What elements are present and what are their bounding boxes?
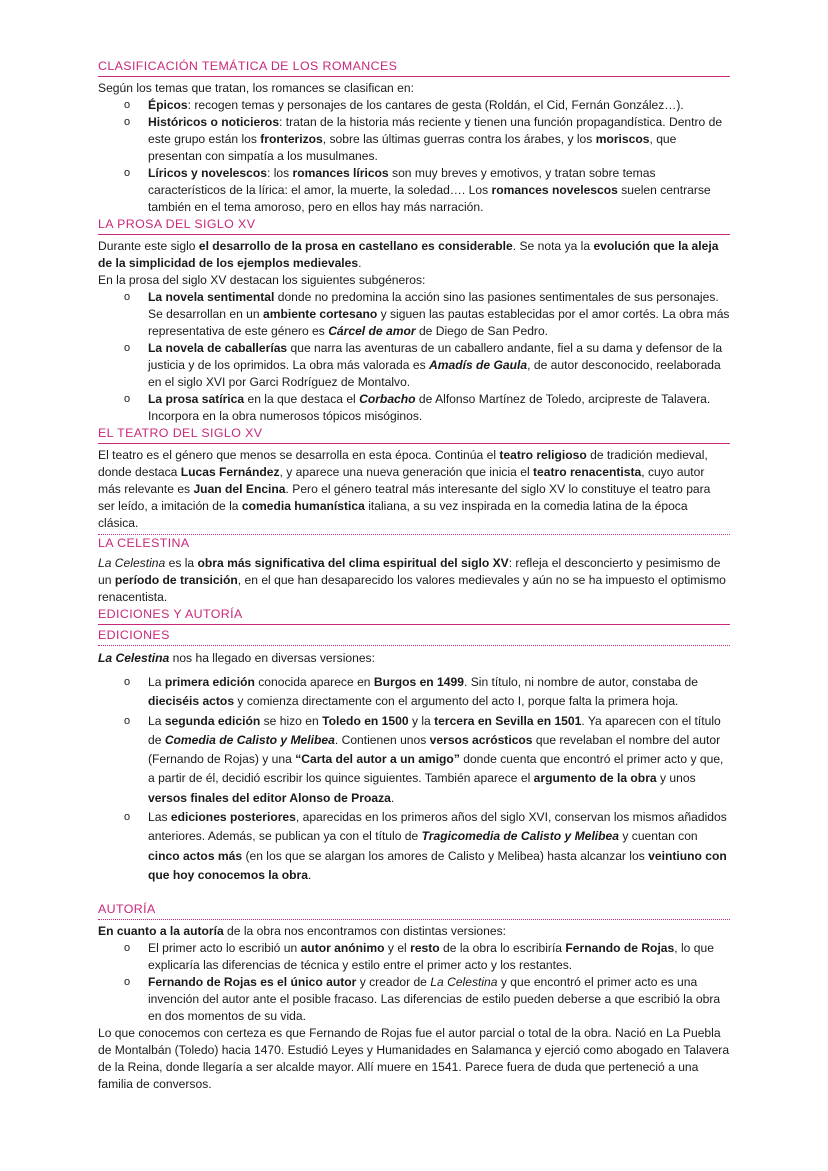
list-item: o La primera edición conocida aparece en Burgos en 1499. Sin título, ni nombre de autor, constaba de dieciséis actos y comienza directamente con el argumento del acto I, porque falta la primera hoja. <box>98 673 730 712</box>
list-item: o Épicos: recogen temas y personajes de los cantares de gesta (Roldán, el Cid, Fernán González…). <box>98 97 730 114</box>
heading-romances: CLASIFICACIÓN TEMÁTICA DE LOS ROMANCES <box>98 58 730 77</box>
autoria-intro: En cuanto a la autoría de la obra nos encontramos con distintas versiones: <box>98 924 507 939</box>
heading-ediciones: EDICIONES <box>98 627 730 646</box>
list-item: o Líricos y novelescos: los romances líricos son muy breves y emotivos, y tratan sobre temas característicos de la lírica: el amor, la muerte, la soledad…. Los romances novelescos suelen centrarse también en el tema amoroso, pero en ellos hay más narración. <box>98 165 730 216</box>
romances-intro: Según los temas que tratan, los romances se clasifican en: <box>98 81 414 95</box>
ediciones-intro: La Celestina nos ha llegado en diversas versiones: <box>98 651 375 665</box>
prosa-paragraph: Durante este siglo el desarrollo de la prosa en castellano es considerable. Se nota ya la evolución que la aleja de la simplicidad de los ejemplos medievales. <box>98 239 719 270</box>
prosa-list <box>98 289 730 425</box>
list-item: o Las ediciones posteriores, aparecidas en los primeros años del siglo XVI, conservan los mismos añadidos anteriores. Además, se publican ya con el título de Tragicomedia de Calisto y Melibea y cuentan con cinco actos más (en los que se alargan los amores de Calisto y Melibea) hasta alcanzar los veintiuno con que hoy conocemos la obra. <box>98 808 730 885</box>
list-item: o Fernando de Rojas es el único autor y creador de La Celestina y que encontró el primer acto es una invención del autor ante el posible fracaso. Las diferencias de estilo pueden deberse a que escribió la obra en dos momentos de su vida. <box>98 974 730 1025</box>
heading-ediciones-autoria: EDICIONES Y AUTORÍA <box>98 606 730 625</box>
list-item: o La novela de caballerías que narra las aventuras de un caballero andante, fiel a su dama y defensor de la justicia y de los oprimidos. La obra más valorada es Amadís de Gaula, de autor desconocido, reelaborada en el siglo XVI por Garci Rodríguez de Montalvo. <box>98 340 730 391</box>
document-page <box>98 58 730 1093</box>
prosa-subgenres-intro: En la prosa del siglo XV destacan los siguientes subgéneros: <box>98 273 426 287</box>
list-item: o El primer acto lo escribió un autor anónimo y el resto de la obra lo escribiría Fernando de Rojas, lo que explicaría las diferencias de técnica y estilo entre el primer acto y los restantes. <box>98 940 730 974</box>
heading-autoria: AUTORÍA <box>98 901 730 920</box>
ediciones-list <box>98 673 730 885</box>
list-item: o La novela sentimental donde no predomina la acción sino las pasiones sentimentales de sus personajes. Se desarrollan en un ambiente cortesano y siguen las pautas establecidas por el amor cortés. La obra más representativa de este género es Cárcel de amor de Diego de San Pedro. <box>98 289 730 340</box>
list-item: o La segunda edición se hizo en Toledo en 1500 y la tercera en Sevilla en 1501. Ya aparecen con el título de Comedia de Calisto y Melibea. Contienen unos versos acrósticos que revelaban el nombre del autor (Fernando de Rojas) y una “Carta del autor a un amigo” donde cuenta que encontró el primer acto y que, a partir de él, decidió escribir los quince siguientes. También aparece el argumento de la obra y unos versos finales del editor Alonso de Proaza. <box>98 712 730 808</box>
list-item: o Históricos o noticieros: tratan de la historia más reciente y tienen una función propagandística. Dentro de este grupo están los fronterizos, sobre las últimas guerras contra los árabes, y los moriscos, que presentan con simpatía a los musulmanes. <box>98 114 730 165</box>
heading-prosa: LA PROSA DEL SIGLO XV <box>98 216 730 235</box>
teatro-paragraph: El teatro es el género que menos se desarrolla en esta época. Continúa el teatro religioso de tradición medieval, donde destaca Lucas Fernández, y aparece una nueva generación que inicia el teatro renacentista, cuyo autor más relevante es Juan del Encina. Pero el género teatral más interesante del siglo XV lo constituye el teatro para ser leído, a imitación de la comedia humanística italiana, a su vez inspirada en la comedia latina de la época clásica. <box>98 448 711 530</box>
celestina-paragraph: La Celestina es la obra más significativa del clima espiritual del siglo XV: refleja el desconcierto y pesimismo de un período de transición, en el que han desaparecido los valores medievales y aún no se ha impuesto el optimismo renacentista. <box>98 556 726 604</box>
autoria-closing: Lo que conocemos con certeza es que Fernando de Rojas fue el autor parcial o total de la obra. Nació en La Puebla de Montalbán (Toledo) hacia 1470. Estudió Leyes y Humanidades en Salamanca y ejerció como abogado en Talavera de la Reina, donde llegaría a ser alcalde mayor. Allí muere en 1541. Parece fuera de duda que perteneció a una familia de conversos. <box>98 1026 730 1092</box>
list-item: o La prosa satírica en la que destaca el Corbacho de Alfonso Martínez de Toledo, arcipreste de Talavera. Incorpora en la obra numerosos tópicos misóginos. <box>98 391 730 425</box>
heading-celestina: LA CELESTINA <box>98 536 190 550</box>
autoria-list <box>98 940 730 1025</box>
romances-list <box>98 97 730 216</box>
heading-teatro: EL TEATRO DEL SIGLO XV <box>98 425 730 444</box>
